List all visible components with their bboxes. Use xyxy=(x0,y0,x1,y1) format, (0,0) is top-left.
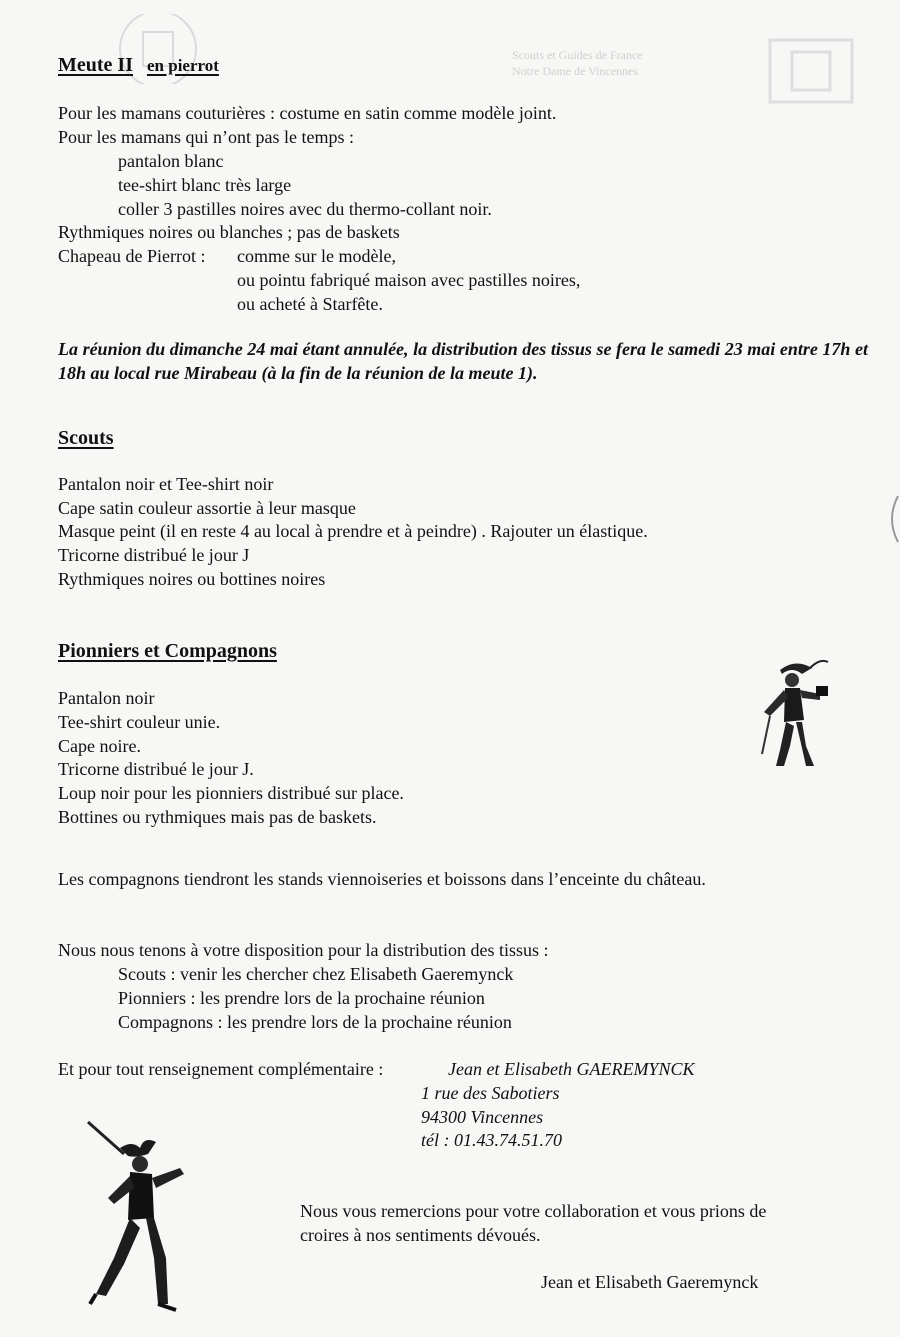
meute-item-pantalon: pantalon blanc xyxy=(118,151,224,171)
contact-label: Et pour tout renseignement complémentaire : xyxy=(58,1059,384,1079)
scouts-item: Masque peint (il en reste 4 au local à prendre et à peindre) . Rajouter un élastique. xyxy=(58,521,648,541)
contact-street: 1 rue des Sabotiers xyxy=(421,1083,560,1103)
compagnons-note: Les compagnons tiendront les stands viennoiseries et boissons dans l’enceinte du château. xyxy=(58,869,706,889)
pionniers-item: Tricorne distribué le jour J. xyxy=(58,759,254,779)
distribution-compagnons: Compagnons : les prendre lors de la prochaine réunion xyxy=(118,1012,512,1032)
pionniers-title: Pionniers et Compagnons xyxy=(58,640,277,662)
meute-chapeau-option-2: ou pointu fabriqué maison avec pastilles noires, xyxy=(237,270,581,290)
meute-chapeau-option-3: ou acheté à Starfête. xyxy=(237,294,383,314)
pionniers-item: Pantalon noir xyxy=(58,688,155,708)
pionniers-item: Loup noir pour les pionniers distribué sur place. xyxy=(58,783,404,803)
pionniers-item: Cape noire. xyxy=(58,736,141,756)
meute-item-tee-shirt: tee-shirt blanc très large xyxy=(118,175,292,195)
meute-line-couturieres: Pour les mamans couturières : costume en satin comme modèle joint. xyxy=(58,103,557,123)
bleed-through-org-line1: Scouts et Guides de France xyxy=(512,48,643,62)
scouts-item: Rythmiques noires ou bottines noires xyxy=(58,569,326,589)
meute-line-pas-le-temps: Pour les mamans qui n’ont pas le temps : xyxy=(58,127,354,147)
meute-line-rythmiques: Rythmiques noires ou blanches ; pas de baskets xyxy=(58,222,400,242)
contact-name: Jean et Elisabeth GAEREMYNCK xyxy=(448,1059,695,1079)
scouts-item: Pantalon noir et Tee-shirt noir xyxy=(58,474,274,494)
scouts-title: Scouts xyxy=(58,427,114,449)
pionniers-item: Tee-shirt couleur unie. xyxy=(58,712,221,732)
bleed-through-org-line2: Notre Dame de Vincennes xyxy=(512,64,639,78)
paper-edge-mark xyxy=(884,494,900,544)
scouts-item: Cape satin couleur assortie à leur masque xyxy=(58,498,356,518)
meute-item-pastilles: coller 3 pastilles noires avec du thermo-collant noir. xyxy=(118,199,492,219)
jester-illustration xyxy=(84,1118,194,1318)
meute-notice: La réunion du dimanche 24 mai étant annulée, la distribution des tissus se fera le samedi 23 mai entre 17h et 18h au local rue Mirabeau (à la fin de la réunion de la meute 1). xyxy=(58,339,868,383)
bleed-through-logo xyxy=(768,38,854,104)
closing-signature: Jean et Elisabeth Gaeremynck xyxy=(541,1272,759,1292)
closing-line-2: croires à nos sentiments dévoués. xyxy=(300,1225,541,1245)
scouts-item: Tricorne distribué le jour J xyxy=(58,545,250,565)
distribution-intro: Nous nous tenons à votre disposition pour la distribution des tissus : xyxy=(58,940,549,960)
meute-heading xyxy=(58,54,219,77)
contact-phone: tél : 01.43.74.51.70 xyxy=(421,1130,562,1150)
closing-line-1: Nous vous remercions pour votre collaboration et vous prions de xyxy=(300,1201,767,1221)
musketeer-illustration xyxy=(740,650,830,770)
pionniers-item: Bottines ou rythmiques mais pas de baskets. xyxy=(58,807,377,827)
meute-chapeau-label: Chapeau de Pierrot : xyxy=(58,246,206,266)
contact-city: 94300 Vincennes xyxy=(421,1107,544,1127)
meute-title: Meute II xyxy=(58,54,133,76)
meute-chapeau-option-1: comme sur le modèle, xyxy=(237,246,396,266)
distribution-scouts: Scouts : venir les chercher chez Elisabeth Gaeremynck xyxy=(118,964,514,984)
meute-subtitle: en pierrot xyxy=(146,56,219,75)
distribution-pionniers: Pionniers : les prendre lors de la prochaine réunion xyxy=(118,988,485,1008)
